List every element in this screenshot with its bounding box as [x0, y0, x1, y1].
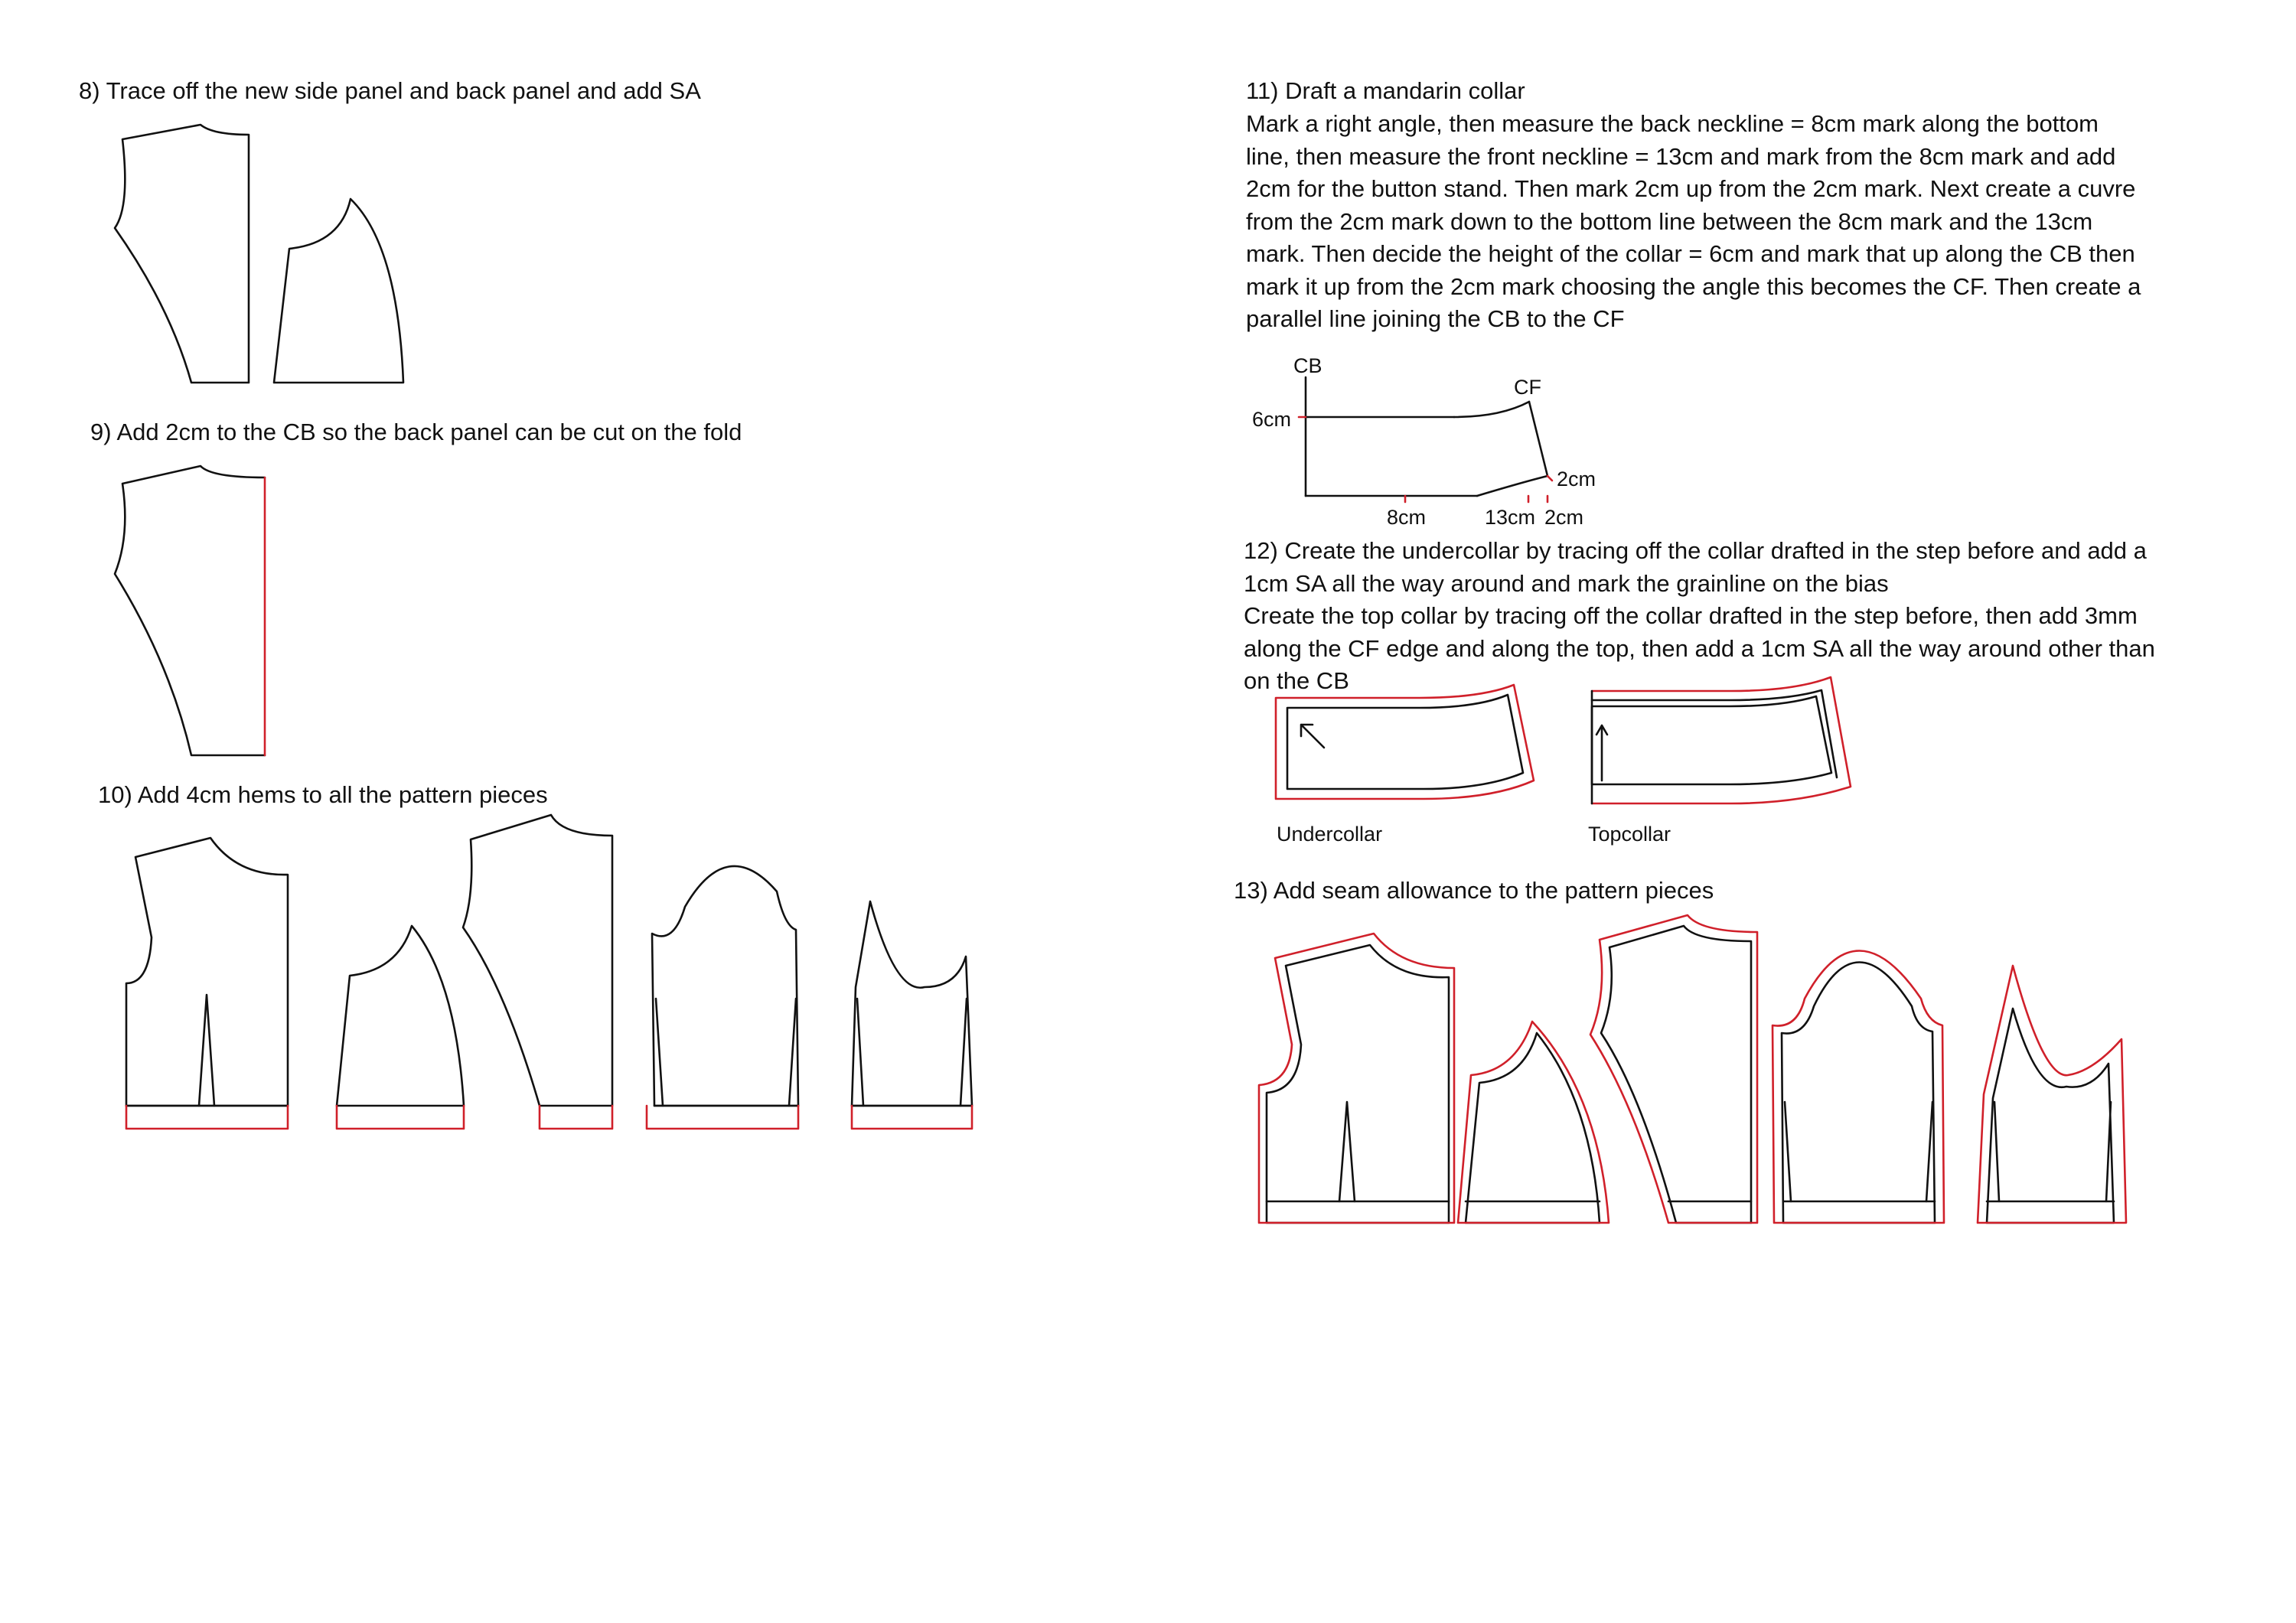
label-cf: CF [1514, 376, 1541, 399]
facing-piece-sa [1987, 1009, 2114, 1223]
stand-mark [1548, 476, 1552, 481]
step-12-line: 12) Create the undercollar by tracing off the collar drafted in the step before and add a [1244, 537, 2147, 564]
sleeve-dart-right [789, 999, 796, 1106]
front-piece-sa [1267, 945, 1449, 1223]
side-piece [337, 926, 464, 1106]
back-panel-on-fold [115, 466, 265, 755]
step-13-heading: 13) Add seam allowance to the pattern pieces [1234, 877, 1714, 904]
facing-hem [852, 1106, 972, 1129]
step-11-line: mark. Then decide the height of the collar = 6cm and mark that up along the CB then [1246, 240, 2135, 267]
side-panel-piece [274, 199, 403, 383]
side-piece-sa [1466, 1033, 1600, 1223]
front-dart [199, 995, 214, 1106]
step-11-line: Mark a right angle, then measure the back neckline = 8cm mark along the bottom [1246, 110, 2099, 137]
topcollar-caption: Topcollar [1588, 823, 1671, 846]
back-piece [463, 815, 612, 1106]
sleeve-dart-left [656, 999, 663, 1106]
front-dart [1339, 1102, 1355, 1201]
step-12-line: on the CB [1244, 667, 1349, 694]
label-height: 6cm [1252, 408, 1292, 431]
front-piece [126, 838, 288, 1106]
back-panel-piece [115, 125, 249, 383]
step-11-line: parallel line joining the CB to the CF [1246, 305, 1625, 332]
label-front: 13cm [1485, 506, 1536, 529]
topcollar-extension [1592, 690, 1837, 777]
step-12-line: 1cm SA all the way around and mark the grainline on the bias [1244, 569, 1889, 597]
label-stand: 2cm [1544, 506, 1584, 529]
undercollar-caption: Undercollar [1277, 823, 1383, 846]
hemmed-pieces [126, 815, 972, 1129]
topcollar-outline [1592, 696, 1831, 784]
front-hem [126, 1106, 288, 1129]
facing-piece-sa-outline [1978, 966, 2126, 1223]
sleeve-dart-right [1926, 1102, 1932, 1201]
side-hem [337, 1106, 464, 1129]
topcollar-piece [1592, 677, 1851, 803]
step-11-line: from the 2cm mark down to the bottom line between the 8cm mark and the 13cm [1246, 207, 2093, 235]
sleeve-dart-left [1785, 1102, 1791, 1201]
label-back: 8cm [1387, 506, 1427, 529]
back-piece-sa-outline [1590, 915, 1757, 1223]
step-11-heading: 11) Draft a mandarin collar [1246, 77, 1525, 104]
step-10-heading: 10) Add 4cm hems to all the pattern pieces [98, 781, 548, 808]
undercollar-piece [1276, 685, 1534, 799]
bias-grainline-arrow-icon [1301, 725, 1324, 748]
step-11-line: mark it up from the 2cm mark choosing the angle this becomes the CF. Then create a [1246, 272, 2141, 300]
collar-top-curve [1454, 402, 1529, 417]
sleeve-piece [652, 866, 798, 1106]
back-hem [540, 1106, 612, 1129]
label-cb: CB [1293, 354, 1322, 377]
back-piece-sa [1601, 926, 1751, 1223]
facing-dart-left [1994, 1102, 1999, 1201]
step-9-heading: 9) Add 2cm to the CB so the back panel can be cut on the fold [90, 419, 742, 445]
step-12-line: along the CF edge and along the top, then add a 1cm SA all the way around other than [1244, 634, 2155, 662]
facing-piece [852, 901, 972, 1106]
seam-allowance-pieces [1259, 915, 2126, 1223]
sleeve-piece-sa-outline [1773, 951, 1944, 1224]
step-11-line: 2cm for the button stand. Then mark 2cm up from the 2cm mark. Next create a cuvre [1246, 175, 2136, 202]
step-12-line: Create the top collar by tracing off the collar drafted in the step before, then add 3mm [1244, 602, 2138, 629]
straight-grainline-arrow-icon [1596, 725, 1607, 781]
step-8-heading: 8) Trace off the new side panel and back panel and add SA [79, 77, 701, 104]
facing-dart-left [857, 999, 863, 1106]
sleeve-hem [647, 1106, 798, 1129]
facing-dart-right [960, 999, 967, 1106]
label-rise: 2cm [1557, 468, 1596, 490]
side-piece-sa-outline [1458, 1022, 1609, 1223]
collar-bottom-curve [1477, 476, 1548, 496]
undercollar-outline [1287, 695, 1523, 789]
facing-dart-right [2106, 1102, 2111, 1201]
cf-edge [1529, 402, 1548, 476]
step-11-line: line, then measure the front neckline = 13cm and mark from the 8cm mark and add [1246, 142, 2116, 170]
